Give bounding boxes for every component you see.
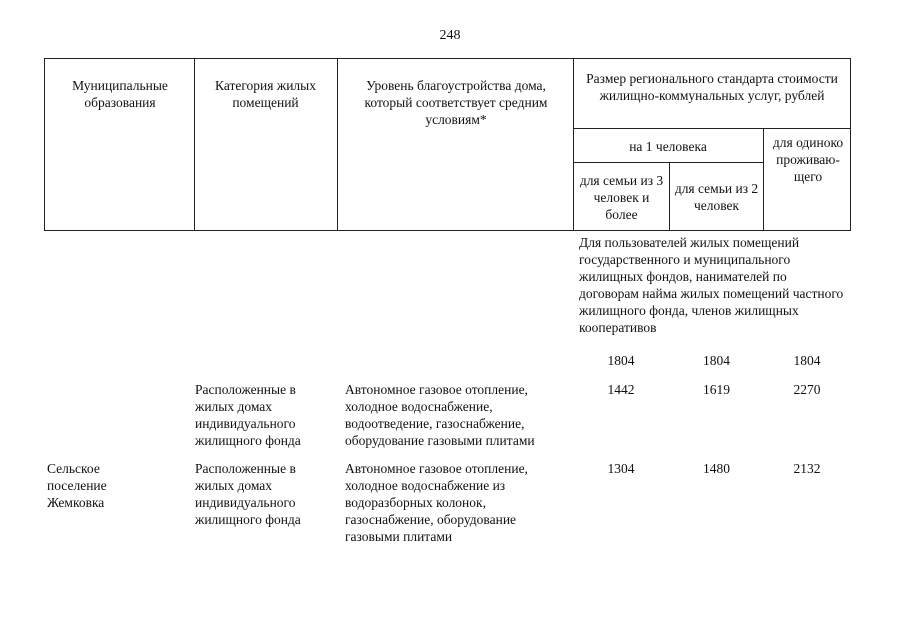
col-divider-1 [194,58,195,231]
table-left-border [44,58,45,231]
header-family-3: для семьи из 3 человек и более [579,173,664,222]
section-note: Для пользователей жилых помещений государственного и муниципального жилищных фондов, нанимателей по договорам найма жилых помещений частного жилищного фонда, членов жилищных кооперативов [579,235,844,335]
row3-family3: 1304 [607,461,635,476]
row1-single: 1804 [793,353,821,368]
header-bottom-border [44,230,850,231]
header-standard: Размер регионального стандарта стоимости жилищно-коммунальных услуг, рублей [586,71,838,103]
header-split-line [573,128,850,129]
per-person-split-line [573,162,763,163]
row3-category: Расположенные в жилых домах индивидуального жилищного фонда [195,461,301,527]
header-per-person: на 1 человека [629,139,707,154]
header-level: Уровень благоустройства дома, который соответствует средним условиям* [364,78,548,127]
row2-family2: 1619 [703,382,730,397]
row3-single: 2132 [793,461,821,476]
row2-single: 2270 [793,382,821,397]
table-right-border [850,58,851,231]
col-divider-2 [337,58,338,231]
header-category: Категория жилых помещений [215,78,316,110]
row1-family2: 1804 [703,353,730,368]
page-number: 248 [439,28,461,43]
row3-level: Автономное газовое отопление, холодное водоснабжение из водоразборных колонок, газоснабжение, оборудование газовыми плитами [345,461,528,544]
row2-level: Автономное газовое отопление, холодное водоснабжение, водоотведение, газоснабжение, оборудование газовыми плитами [345,382,535,448]
header-single: для одиноко проживаю-щего [772,135,844,184]
header-family-2: для семьи из 2 человек [674,181,759,213]
col-divider-5 [763,128,764,231]
row1-family3: 1804 [607,353,635,368]
table-top-border [44,58,850,59]
col-divider-3 [573,58,574,231]
row3-municipality: Сельское поселение Жемковка [47,461,107,510]
row3-family2: 1480 [703,461,730,476]
col-divider-4 [669,162,670,231]
header-municipality: Муниципальные образования [72,78,168,110]
row2-category: Расположенные в жилых домах индивидуального жилищного фонда [195,382,301,448]
row2-family3: 1442 [607,382,635,397]
